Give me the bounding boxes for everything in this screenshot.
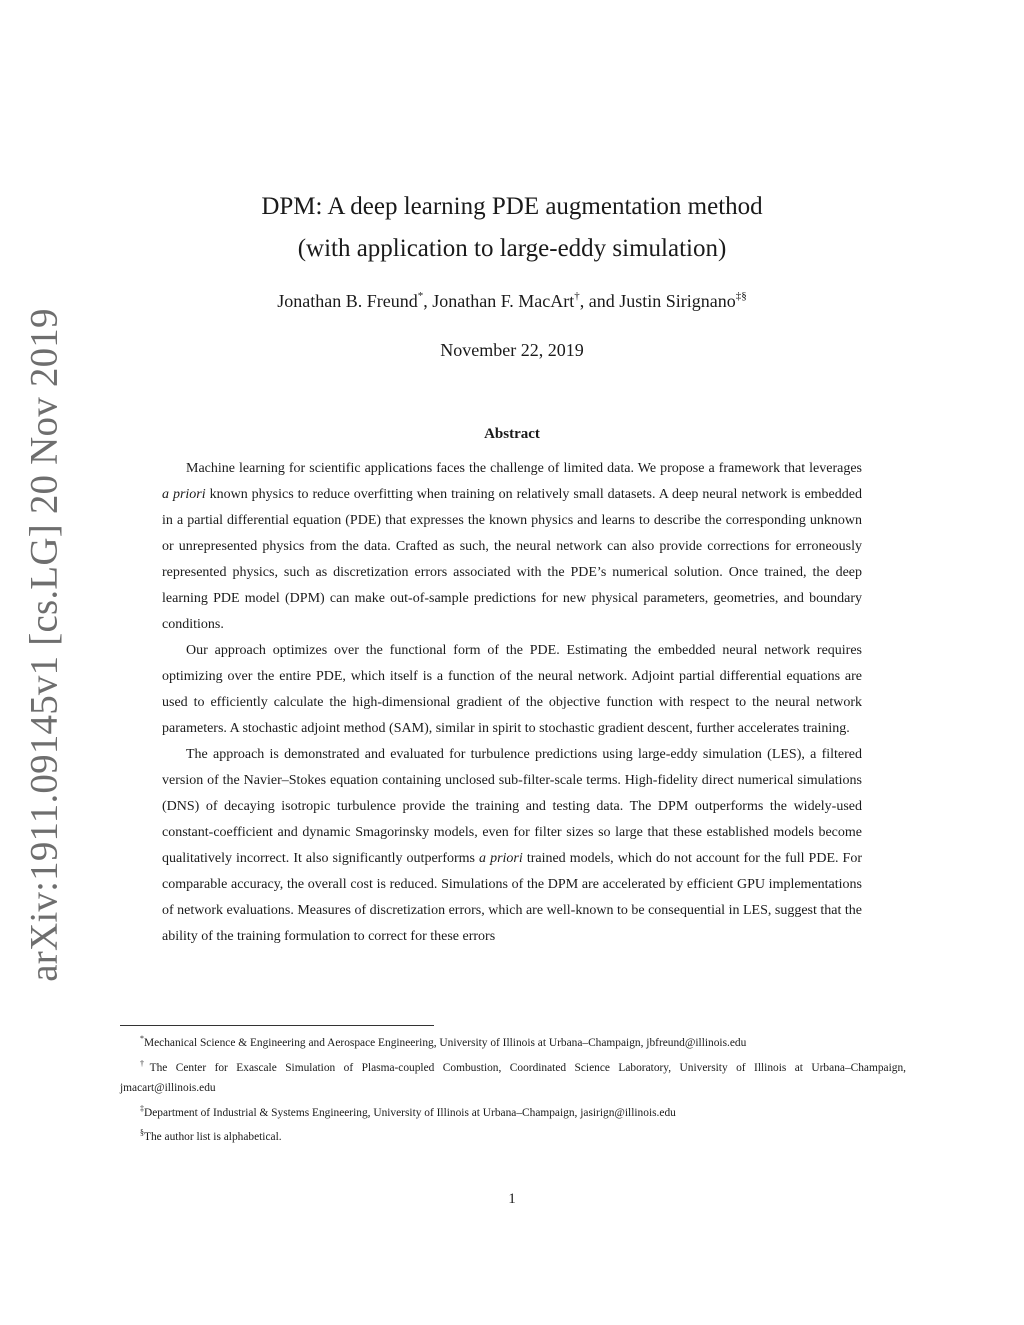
abstract-heading: Abstract — [484, 426, 540, 442]
author-freund: Jonathan B. Freund — [277, 291, 418, 311]
arxiv-identifier-stamp: arXiv:1911.09145v1 [cs.LG] 20 Nov 2019 — [22, 308, 66, 982]
paper-title — [0, 186, 1024, 270]
emphasis-a-priori: a priori — [479, 851, 523, 866]
abstract-paragraph-3: The approach is demonstrated and evaluated for turbulence predictions using large-eddy simulation (LES), a filtered version of the Navier–Stokes equation containing unclosed sub-filter-scale terms. High-fidelity direct numerical simulations (DNS) of decaying isotropic turbulence provide the training and testing data. The DPM outperforms the widely-used constant-coefficient and dynamic Smagorinsky models, even for filter sizes so large that these established models become qualitatively incorrect. It also significantly outperforms a priori trained models, which do not account for the full PDE. For comparable accuracy, the overall cost is reduced. Simulations of the DPM are accelerated by efficient GPU implementations of network evaluations. Measures of discretization errors, which are well-known to be consequential in LES, suggest that the ability of the training formulation to correct for these errors — [162, 747, 862, 944]
footnote-3: ‡Department of Industrial & Systems Engineering, University of Illinois at Urbana–Champaign, jasirign@illinois.edu — [140, 1103, 676, 1119]
abstract-paragraph-1: Machine learning for scientific applications faces the challenge of limited data. We propose a framework that leverages a priori known physics to reduce overfitting when training on relatively small datasets. A deep neural network is embedded in a partial differential equation (PDE) that expresses the known physics and learns to describe the corresponding unknown or unrepresented physics from the data. Crafted as such, the neural network can also provide corrections for erroneously represented physics, such as discretization errors associated with the PDE’s numerical solution. Once trained, the deep learning PDE model (DPM) can make out-of-sample predictions for new physical parameters, geometries, and boundary conditions. — [162, 461, 862, 632]
emphasis-a-priori: a priori — [162, 487, 206, 502]
author-separator: , — [423, 291, 433, 311]
footnote-1: *Mechanical Science & Engineering and Aerospace Engineering, University of Illinois at Urbana–Champaign, jbfreund@illinois.edu — [140, 1034, 747, 1049]
author-list — [0, 290, 1024, 312]
author-macart: Jonathan F. MacArt — [432, 291, 575, 311]
author-separator: , and — [579, 291, 620, 311]
author-sirignano-mark: ‡§ — [735, 290, 747, 302]
author-macart-mark: † — [574, 290, 580, 302]
footnote-4: §The author list is alphabetical. — [140, 1128, 282, 1143]
abstract-paragraph-2: Our approach optimizes over the functional form of the PDE. Estimating the embedded neural network requires optimizing over the entire PDE, which itself is a function of the neural network. Adjoint partial differential equations are used to efficiently calculate the high-dimensional gradient of the objective function with respect to the neural network parameters. A stochastic adjoint method (SAM), similar in spirit to stochastic gradient descent, further accelerates training. — [162, 643, 862, 736]
title-line-1: DPM: A deep learning PDE augmentation method — [261, 193, 763, 220]
page-number: 1 — [508, 1191, 516, 1207]
author-sirignano: Justin Sirignano — [619, 291, 736, 311]
abstract-body — [162, 456, 862, 950]
author-freund-mark: * — [417, 290, 424, 302]
footnote-rule — [120, 1025, 434, 1026]
publication-date: November 22, 2019 — [440, 340, 584, 360]
title-line-2: (with application to large-eddy simulation) — [297, 235, 727, 262]
footnote-2: †The Center for Exascale Simulation of Plasma-coupled Combustion, Coordinated Science Laboratory, University of Illinois at Urbana–Champaign, jmacart@illinois.edu — [120, 1058, 906, 1094]
footnotes — [120, 1029, 906, 1148]
